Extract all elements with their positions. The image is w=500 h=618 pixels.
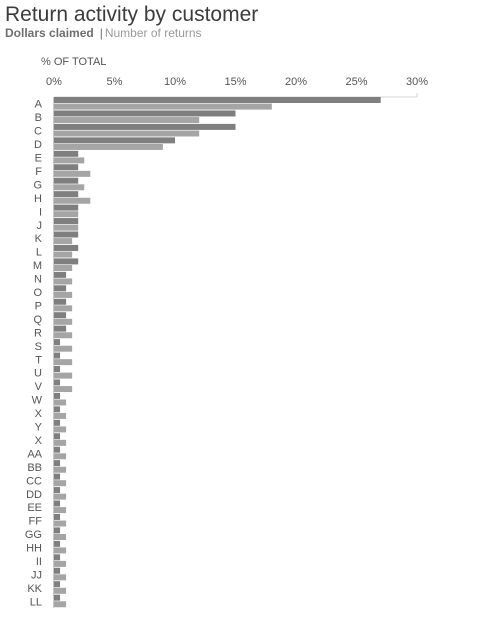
- bar-number-of-returns: [54, 252, 72, 258]
- bar-number-of-returns: [54, 426, 66, 432]
- x-axis-label: % OF TOTAL: [41, 56, 107, 68]
- bar-number-of-returns: [54, 467, 66, 473]
- bar-dollars-claimed: [54, 110, 236, 116]
- category-label: Y: [34, 421, 42, 434]
- legend-item-dollars-claimed: Dollars claimed: [5, 26, 94, 40]
- bar-number-of-returns: [54, 440, 66, 446]
- category-label: JJ: [31, 569, 42, 582]
- bar-number-of-returns: [54, 400, 66, 406]
- x-axis-ticks: [46, 76, 428, 88]
- bar-dollars-claimed: [54, 137, 175, 143]
- x-tick-label: 30%: [405, 76, 429, 88]
- bar-number-of-returns: [54, 373, 72, 379]
- category-label: E: [34, 152, 42, 165]
- bar-number-of-returns: [54, 413, 66, 419]
- bar-dollars-claimed: [54, 218, 78, 224]
- bar-number-of-returns: [54, 278, 72, 284]
- bar-dollars-claimed: [54, 326, 66, 332]
- bar-number-of-returns: [54, 319, 72, 325]
- bar-dollars-claimed: [54, 393, 60, 399]
- bar-number-of-returns: [54, 184, 84, 190]
- category-label: R: [34, 327, 42, 340]
- category-label: KK: [27, 582, 42, 595]
- legend-separator: |: [99, 26, 103, 40]
- bar-dollars-claimed: [54, 164, 78, 170]
- category-label: I: [38, 206, 42, 219]
- category-label: G: [33, 179, 42, 192]
- bar-dollars-claimed: [54, 339, 60, 345]
- bar-dollars-claimed: [54, 568, 60, 574]
- bar-dollars-claimed: [54, 124, 236, 130]
- category-label: M: [32, 260, 42, 273]
- bar-dollars-claimed: [54, 420, 60, 426]
- bar-number-of-returns: [54, 265, 72, 271]
- category-label: CC: [26, 475, 42, 488]
- bar-dollars-claimed: [54, 595, 60, 601]
- bar-number-of-returns: [54, 494, 66, 500]
- bar-dollars-claimed: [54, 205, 78, 211]
- category-label: AA: [27, 448, 42, 461]
- bar-number-of-returns: [54, 507, 66, 513]
- bar-number-of-returns: [54, 171, 90, 177]
- bar-dollars-claimed: [54, 312, 66, 318]
- bar-number-of-returns: [54, 521, 66, 527]
- bar-number-of-returns: [54, 131, 199, 137]
- bar-number-of-returns: [54, 117, 199, 123]
- bar-dollars-claimed: [54, 474, 60, 480]
- chart-title: Return activity by customer: [5, 3, 259, 26]
- bar-dollars-claimed: [54, 191, 78, 197]
- bar-dollars-claimed: [54, 447, 60, 453]
- bar-dollars-claimed: [54, 527, 60, 533]
- category-label: D: [34, 139, 42, 152]
- bar-number-of-returns: [54, 480, 66, 486]
- bar-number-of-returns: [54, 292, 72, 298]
- category-label: C: [34, 125, 42, 138]
- category-label: B: [34, 112, 42, 125]
- bar-dollars-claimed: [54, 272, 66, 278]
- x-tick-label: 20%: [284, 76, 308, 88]
- category-label: Q: [33, 313, 42, 326]
- bar-number-of-returns: [54, 332, 72, 338]
- category-labels: [25, 99, 43, 609]
- category-label: P: [34, 300, 42, 313]
- category-label: O: [33, 287, 42, 300]
- bar-number-of-returns: [54, 534, 66, 540]
- bar-dollars-claimed: [54, 232, 78, 238]
- x-tick-label: 0%: [46, 76, 62, 88]
- bar-number-of-returns: [54, 588, 66, 594]
- bar-dollars-claimed: [54, 245, 78, 251]
- bar-dollars-claimed: [54, 299, 66, 305]
- bar-dollars-claimed: [54, 406, 60, 412]
- category-label: EE: [27, 502, 42, 515]
- bar-dollars-claimed: [54, 554, 60, 560]
- bar-number-of-returns: [54, 561, 66, 567]
- category-label: H: [34, 192, 42, 205]
- category-label: FF: [28, 515, 42, 528]
- bar-number-of-returns: [54, 157, 84, 163]
- bar-dollars-claimed: [54, 97, 381, 103]
- bar-number-of-returns: [54, 238, 72, 244]
- bar-number-of-returns: [54, 198, 90, 204]
- category-label: N: [34, 273, 42, 286]
- bar-dollars-claimed: [54, 258, 78, 264]
- legend-item-number-of-returns: Number of returns: [104, 26, 202, 40]
- category-label: K: [34, 233, 42, 246]
- category-label: V: [34, 381, 42, 394]
- bar-dollars-claimed: [54, 581, 60, 587]
- axes: [54, 93, 418, 608]
- category-label: S: [34, 340, 42, 353]
- bar-number-of-returns: [54, 386, 72, 392]
- bar-number-of-returns: [54, 104, 272, 110]
- category-label: X: [34, 434, 42, 447]
- category-label: L: [35, 246, 42, 259]
- bar-dollars-claimed: [54, 178, 78, 184]
- category-label: LL: [29, 596, 42, 609]
- category-label: J: [36, 219, 42, 232]
- bar-dollars-claimed: [54, 379, 60, 385]
- bar-dollars-claimed: [54, 353, 60, 359]
- x-tick-label: 5%: [106, 76, 123, 88]
- category-label: BB: [27, 461, 42, 474]
- bar-number-of-returns: [54, 547, 66, 553]
- x-tick-label: 15%: [224, 76, 247, 88]
- category-label: GG: [24, 529, 42, 542]
- x-tick-label: 10%: [163, 76, 187, 88]
- bar-dollars-claimed: [54, 460, 60, 466]
- x-tick-label: 25%: [345, 76, 368, 88]
- bar-dollars-claimed: [54, 366, 60, 372]
- bar-dollars-claimed: [54, 487, 60, 493]
- bar-number-of-returns: [54, 359, 72, 365]
- bar-number-of-returns: [54, 225, 78, 231]
- category-label: A: [34, 98, 42, 111]
- bar-number-of-returns: [54, 453, 66, 459]
- category-label: HH: [26, 542, 42, 555]
- bar-dollars-claimed: [54, 501, 60, 507]
- category-label: DD: [26, 488, 42, 501]
- bar-dollars-claimed: [54, 514, 60, 520]
- bar-number-of-returns: [54, 574, 66, 580]
- bar-dollars-claimed: [54, 541, 60, 547]
- category-label: U: [34, 367, 42, 380]
- category-label: II: [35, 556, 42, 569]
- bar-number-of-returns: [54, 601, 66, 607]
- bar-number-of-returns: [54, 144, 163, 150]
- bar-number-of-returns: [54, 211, 78, 217]
- bar-number-of-returns: [54, 346, 72, 352]
- bar-dollars-claimed: [54, 151, 78, 157]
- bar-dollars-claimed: [54, 433, 60, 439]
- category-label: F: [35, 165, 42, 178]
- bars: [54, 97, 381, 607]
- category-label: W: [31, 394, 42, 407]
- category-label: X: [34, 408, 42, 421]
- category-label: T: [35, 354, 42, 367]
- bar-dollars-claimed: [54, 285, 66, 291]
- bar-number-of-returns: [54, 305, 72, 311]
